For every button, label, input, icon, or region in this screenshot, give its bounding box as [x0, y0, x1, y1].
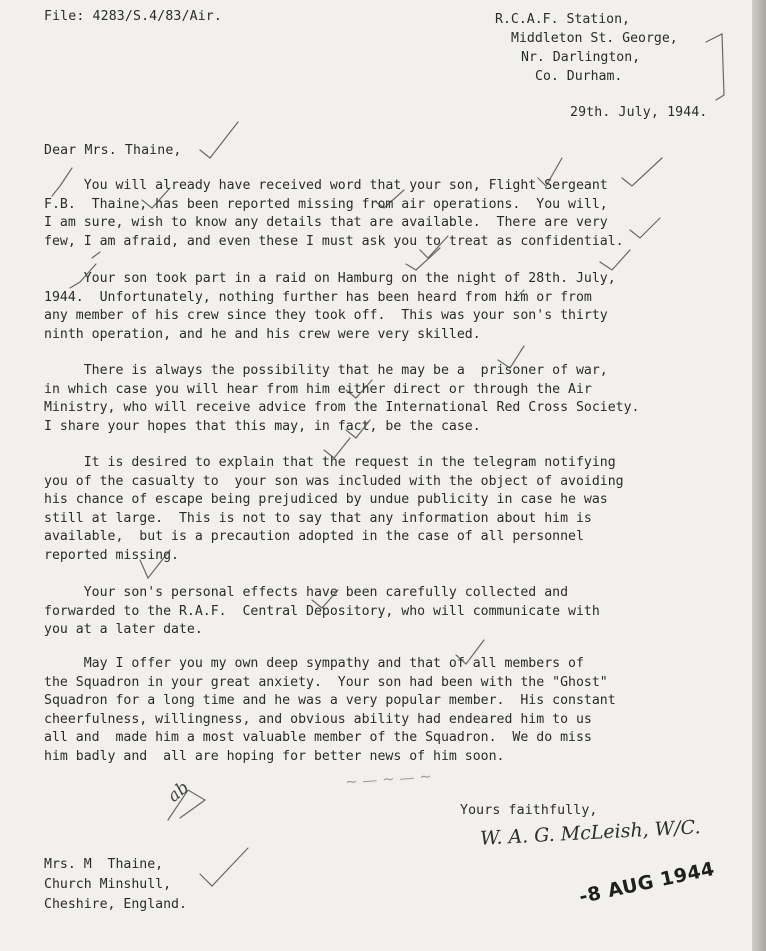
paragraph [44, 270, 724, 344]
address-line: R.C.A.F. Station, [495, 12, 630, 27]
signature: W. A. G. McLeish, W/C. [479, 816, 702, 850]
text-line: cheerfulness, willingness, and obvious ability had endeared him to us [44, 711, 592, 727]
text-line: the Squadron in your great anxiety. Your son had been with the "Ghost" [44, 674, 608, 690]
recipient-address [44, 855, 187, 915]
text-line: forwarded to the R.A.F. Central Depository, who will communicate with [44, 603, 600, 619]
text-line: You will already have received word that your son, Flight Sergeant [44, 178, 608, 193]
text-line: few, I am afraid, and even these I must ask you to treat as confidential. [44, 233, 624, 249]
paragraph [44, 584, 724, 640]
text-line: any member of his crew since they took off. This was your son's thirty [44, 308, 608, 323]
text-line: all and made him a most valuable member of the Squadron. We do miss [44, 730, 592, 745]
text-line: available, but is a precaution adopted in the case of all personnel [44, 529, 584, 544]
text-line: in which case you will hear from him either direct or through the Air [44, 381, 592, 397]
text-line: F.B. Thaine, has been reported missing from air operations. You will, [44, 196, 608, 212]
file-reference: File: 4283/S.4/83/Air. [44, 9, 222, 24]
address-line: Co. Durham. [535, 69, 623, 84]
recipient-line: Mrs. M Thaine, [44, 857, 164, 872]
text-line: I share your hopes that this may, in fact, be the case. [44, 418, 481, 434]
text-line: 1944. Unfortunately, nothing further has been heard from him or from [44, 289, 592, 305]
text-line: reported missing. [44, 547, 179, 563]
text-line: you of the casualty to your son was included with the object of avoiding [44, 473, 624, 489]
sender-address [495, 10, 678, 86]
text-line: you at a later date. [44, 622, 203, 637]
faint-pencil-scribble: ~ — ~ — ~ [344, 766, 433, 792]
text-line: Squadron for a long time and he was a very popular member. His constant [44, 693, 616, 708]
recipient-line: Church Minshull, [44, 877, 172, 892]
address-line: Nr. Darlington, [521, 50, 641, 65]
paragraph [44, 454, 724, 565]
text-line: There is always the possibility that he may be a prisoner of war, [44, 363, 608, 378]
date-received-stamp: -8 AUG 1944 [577, 857, 717, 909]
text-line: him badly and all are hoping for better news of him soon. [44, 748, 505, 764]
text-line: I am sure, wish to know any details that are available. There are very [44, 215, 608, 230]
paragraph [44, 655, 724, 766]
text-line: Ministry, who will receive advice from the International Red Cross Society. [44, 400, 640, 415]
text-line: Your son took part in a raid on Hamburg on the night of 28th. July, [44, 271, 616, 286]
page-edge [752, 0, 766, 951]
recipient-line: Cheshire, England. [44, 897, 187, 912]
handwritten-initials: ab [164, 777, 193, 807]
text-line: Your son's personal effects have been carefully collected and [44, 585, 569, 600]
text-line: It is desired to explain that the request in the telegram notifying [44, 455, 616, 470]
paragraph [44, 362, 724, 436]
text-line: ninth operation, and he and his crew were very skilled. [44, 326, 481, 342]
paragraph [44, 177, 724, 251]
address-line: Middleton St. George, [511, 31, 678, 46]
text-line: still at large. This is not to say that any information about him is [44, 510, 592, 526]
text-line: his chance of escape being prejudiced by undue publicity in case he was [44, 492, 608, 507]
closing: Yours faithfully, [460, 803, 598, 818]
text-line: May I offer you my own deep sympathy and that of all members of [44, 656, 584, 671]
salutation: Dear Mrs. Thaine, [44, 143, 182, 158]
letter-date: 29th. July, 1944. [570, 105, 708, 120]
